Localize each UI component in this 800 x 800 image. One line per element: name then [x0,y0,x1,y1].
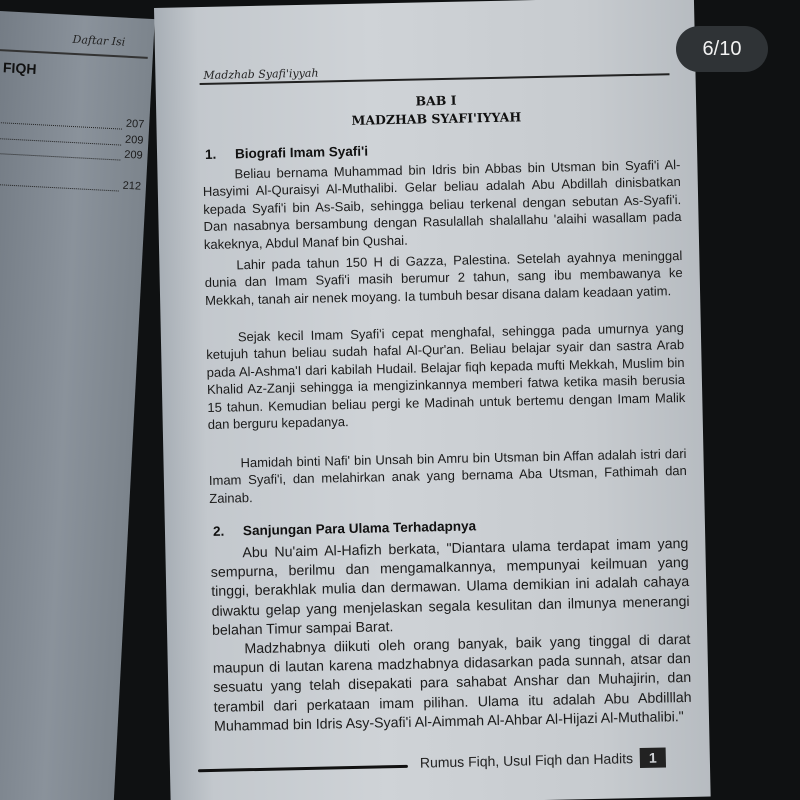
running-head: Madzhab Syafi'iyyah [203,66,319,82]
paragraph: Beliau bernama Muhammad bin Idris bin Abbas bin Utsman bin Syafi'i Al-Hasyimi Al-Quraisyi Al-Muthalibi. Gelar beliau adalah Abu Abdillah dinisbatkan kepada Syafi'i bin As-Saib, sehingga beliau terkenal dengan sebutan As-Syafi'i. Dan nasabnya bersambung dengan Rasulallah shalallahu 'alaihi wasallam pada kakeknya, Abdul Manaf bin Qushai. [202,157,682,252]
toc-entry: 209 [0,127,144,147]
chapter-heading [196,87,677,133]
toc-entry: 209 [0,142,143,162]
footer-rule [198,765,408,772]
toc-entry: 212 [0,173,141,193]
page-indicator: 6/10 [676,26,768,72]
paragraph: Lahir pada tahun 150 H di Gazza, Palestina. Setelah ayahnya meninggal dunia dan Imam Syafi'i masih berumur 2 tahun, sang ibu membawanya ke Mekkah, tanah air nenek moyang. Ia tumbuh besar disana dalam keadaan yatim. [204,247,683,308]
paragraph: Hamidah binti Nafi' bin Unsah bin Amru bin Utsman bin Affan adalah istri dari Imam Syafi'i, dan melahirkan anak yang bernama Aba Utsman, Fathimah dan Zainab. [208,445,687,506]
paragraph: Abu Nu'aim Al-Hafizh berkata, "Diantara ulama terdapat imam yang sempurna, berilmu dan mengamalkannya, mempunyai keilmuan yang tinggi, berakhlak mulia dan dermawan. Ulama demikian ini adalah cahaya diwaktu gelap yang menjelaskan segala kesulitan dan ilmunya menerangi belahan Timur sampai Barat. [210,535,690,639]
left-page [0,10,155,800]
toc-entry: 207 [0,111,145,131]
page-number: 1 [640,747,666,768]
chapter-label: BAB I [415,92,457,109]
left-header-rule [0,49,148,59]
left-page-title: FIQH [2,59,37,78]
footer-book-title: Rumus Fiqh, Usul Fiqh dan Hadits [419,750,634,771]
left-page-header: Daftar Isi [72,32,126,49]
chapter-title: MADZHAB SYAFI'IYYAH [351,109,522,128]
book-page [154,0,711,800]
paragraph: Sejak kecil Imam Syafi'i cepat menghafal, sehingga pada umurnya yang ketujuh tahun beliau sudah hafal Al-Qur'an. Beliau belajar syair dan sastra Arab pada Al-Ashma'I dari kabilah Hudail. Belajar fiqh kepada mufti Mekkah, Muslim bin Khalid Az-Zanji sehingga ia mengizinkannya memberi fatwa ketika masih berusia 15 tahun. Kemudian beliau pergi ke Madinah untuk bertemu dengan Imam Malik dan berguru kepadanya. [206,319,686,432]
paragraph: Madzhabnya diikuti oleh orang banyak, baik yang tinggal di darat maupun di lautan karena madzhabnya didasarkan pada sunnah, atsar dan sesuatu yang telah disepakati para sahabat Anshar dan Muhajirin, dan terambil dari perkataan imam pilihan. Ulama itu adalah Abu Abdilllah Muhammad bin Idris Asy-Syafi'i Al-Aimmah Al-Ahbar Al-Hijazi Al-Muthalibi." [212,631,692,735]
section-title: 2. Sanjungan Para Ulama Terhadapnya [212,518,477,539]
section-title: 1. Biografi Imam Syafi'i [204,143,369,162]
